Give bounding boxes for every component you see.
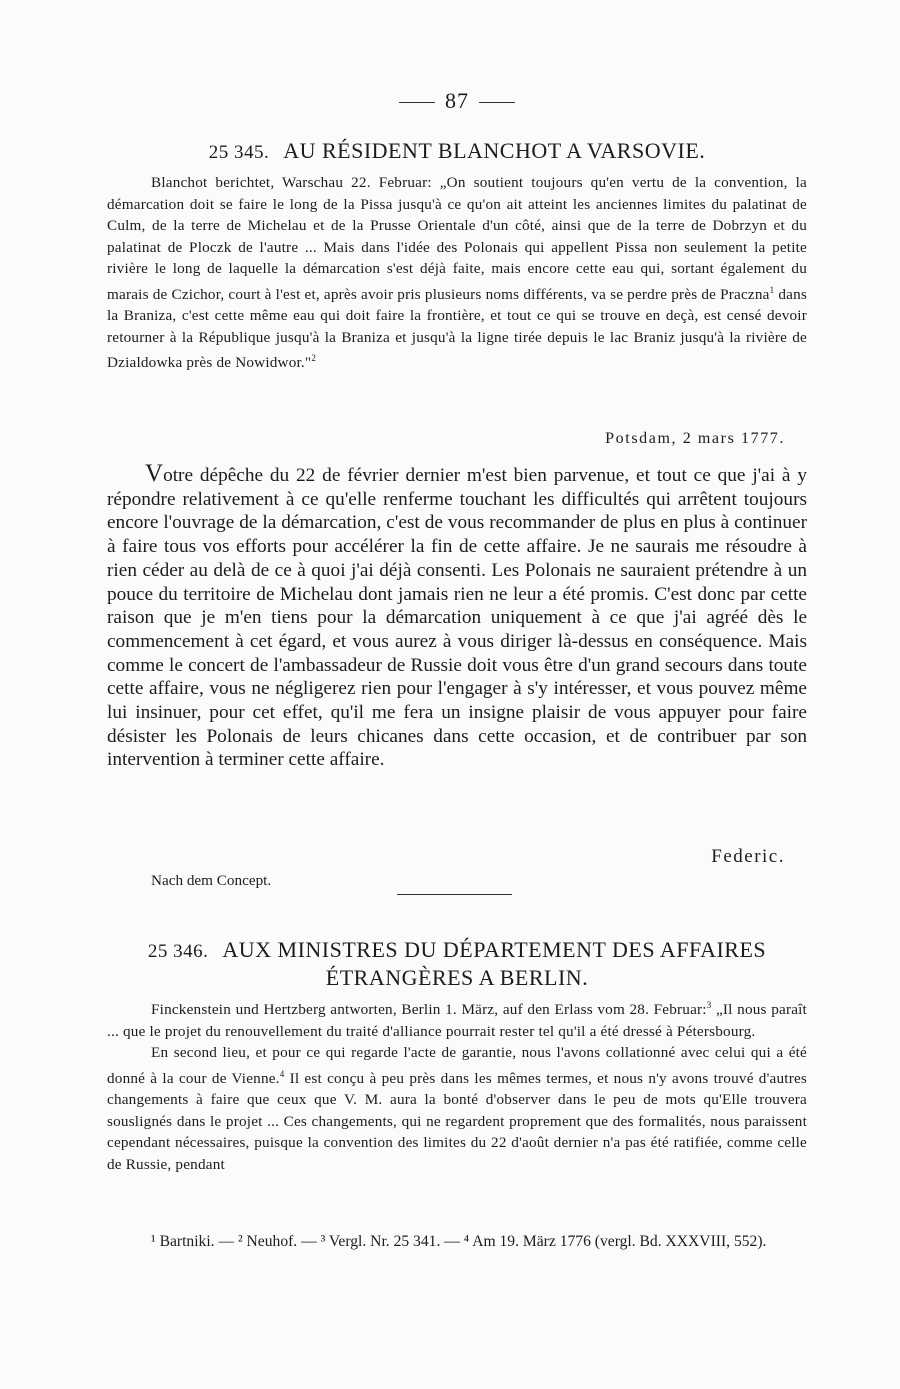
section-rule xyxy=(397,894,512,895)
doc2-title-line1: AUX MINISTRES DU DÉPARTEMENT DES AFFAIRES xyxy=(222,937,767,962)
doc2-para2: En second lieu, et pour ce qui regarde l'acte de garantie, nous l'avons collationné avec celui qui a été donné à la cour de Vienne. xyxy=(107,1044,807,1087)
letter-text: otre dépêche du 22 de février dernier m'est bien parvenue, et tout ce que j'ai à y répondre relativement à ce qu'elle renferme touchant les difficultés qui arrêtent toujours encore l'ouvrage de la démarcation, c'est de vous recommander de plus en plus à continuer à faire tous vos efforts pour accélérer la fin de cette affaire. Je ne saurais me résoudre à rien céder au delà de ce à quoi j'ai déjà consenti. Les Polonais ne sauraient prétendre à un pouce du territoire de Michelau dont jamais rien ne leur a été promis. C'est donc par cette raison que je m'en tiens pour la démarcation uniquement à ce que j'ai agréé dès le commencement à cet égard, et vous aurez à vous diriger là-dessus en conséquence. Mais comme le concert de l'ambassadeur de Russie doit vous être d'un grand secours dans toute cette affaire, vous ne négligerez rien pour l'engager à s'y intéresser, et vous pouvez même lui insinuer, pour cet effet, qu'il me fera un insigne plaisir de vous appuyer pour faire désister les Polonais de leurs chicanes dans cette occasion, et de contribuer par son intervention à terminer cette affaire. xyxy=(107,465,807,771)
doc1-number: 25 345. xyxy=(208,142,270,163)
doc2-number: 25 346. xyxy=(147,941,209,962)
footnotes-text: ¹ Bartniki. — ² Neuhof. — ³ Vergl. Nr. 25 341. — ⁴ Am 19. März 1776 (vergl. Bd. XXXVIII, 552). xyxy=(151,1233,767,1250)
source-note: Nach dem Concept. xyxy=(151,872,272,889)
footnote-ref-3: 3 xyxy=(706,1000,712,1010)
doc2-heading xyxy=(107,937,807,991)
doc2-para1-cont: „Il nous paraît ... que le projet du renouvellement du traité d'alliance pourrait rester tel qu'il a été dressé à Pétersbourg. xyxy=(107,1001,807,1040)
doc2-title-line2: ÉTRANGÈRES A BERLIN. xyxy=(325,965,589,990)
dash-right xyxy=(479,102,515,103)
footnotes xyxy=(107,1231,807,1253)
report-text: Blanchot berichtet, Warschau 22. Februar: „On soutient toujours qu'en vertu de la convention, la démarcation doit se faire le long de la Pissa jusqu'à ce qu'on ait atteint les anciennes limites du palatinat de Culm, de la terre de Michelau et de la Prusse Orientale d'un côté, ainsi que de la terre de Dobrzyn et du palatinat de Ploczk de l'autre ... Mais dans l'idée des Polonais qui appellent Pissa non seulement la petite rivière le long de laquelle la démarcation s'est déjà faite, mais encore cette eau qui, sortant également du marais de Czichor, court à l'est et, après avoir pris plusieurs noms différents, va se perdre près de Praczna xyxy=(107,174,807,303)
footnote-ref-4: 4 xyxy=(279,1068,285,1079)
doc2-para1: Finckenstein und Hertzberg antworten, Berlin 1. März, auf den Erlass vom 28. Februar: xyxy=(151,1001,707,1018)
report-text-cont: dans la Braniza, c'est cette même eau qui doit faire la frontière, et tout ce qui se trouve en deçà, est censé devoir retourner à la République jusqu'à la Braniza et jusqu'à la ligne tirée depuis le lac Braniz jusqu'à la rivière de Dzialdowka près de Nowidwor." xyxy=(107,285,807,371)
dateline: Potsdam, 2 mars 1777. xyxy=(605,430,785,447)
footnote-ref-1: 1 xyxy=(769,284,775,295)
doc2-para2-cont: Il est conçu à peu près dans les mêmes termes, et nous n'y avons trouvé d'autres changements à faire que ceux que V. M. aura la bonté d'observer dans le peu de mots qu'Elle trouvera souslignés dans le projet ... Ces changements, qui ne regardent proprement que des formalités, nous paraissent cependant nécessaires, puisque la convention des limites du 22 d'août dernier n'a pas été ratifiée, comme celle de Russie, pendant xyxy=(107,1069,808,1173)
page-number: 87 xyxy=(107,88,807,114)
dash-left xyxy=(399,102,435,103)
doc1-report xyxy=(107,172,807,374)
doc1-title: AU RÉSIDENT BLANCHOT A VARSOVIE. xyxy=(283,138,706,163)
signature: Federic. xyxy=(711,846,785,867)
doc2-body xyxy=(107,995,807,1175)
doc1-letter xyxy=(107,462,807,772)
doc1-heading xyxy=(107,138,807,166)
letter-initial: V xyxy=(145,460,164,487)
footnote-ref-2: 2 xyxy=(311,353,317,363)
